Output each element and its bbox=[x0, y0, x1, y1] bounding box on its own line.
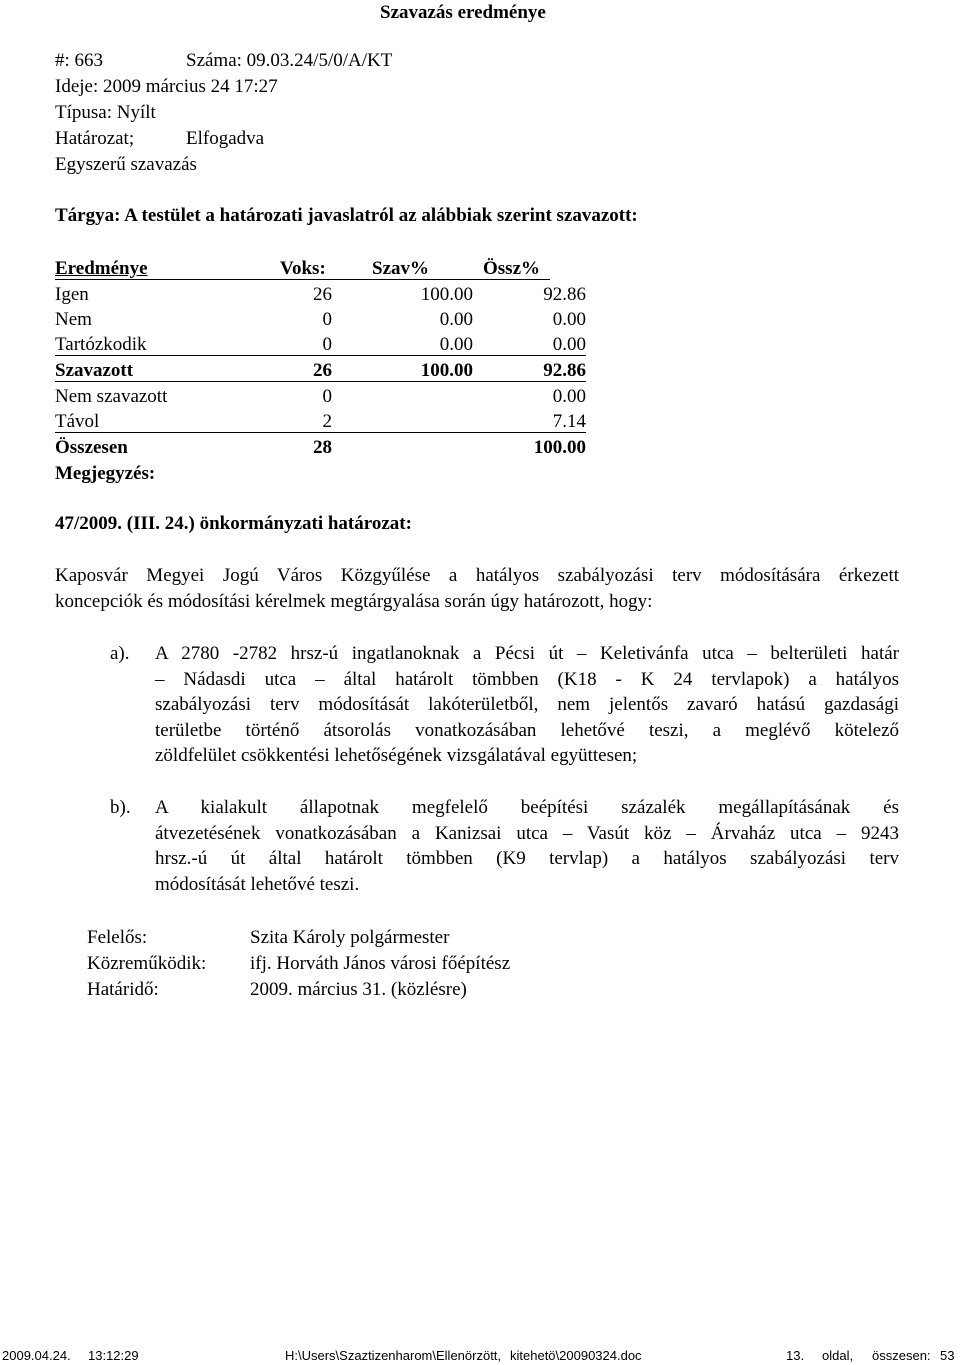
header-ossz: Össz% bbox=[483, 258, 540, 279]
item-b-text bbox=[155, 795, 899, 897]
vote-kind: Egyszerű szavazás bbox=[55, 154, 197, 175]
deadline-value: 2009. március 31. (közlésre) bbox=[250, 979, 467, 1000]
row-voks: 0 bbox=[322, 309, 332, 330]
page-title: Szavazás eredménye bbox=[380, 2, 546, 23]
row-label: Tartózkodik bbox=[55, 334, 147, 355]
responsible-label: Felelős: bbox=[87, 927, 148, 948]
row-voks: 2 bbox=[322, 411, 332, 432]
item-b-line: átvezetésének vonatkozásában a Kanizsai utca – Vasút köz – Árvaház utca – 9243 bbox=[155, 822, 899, 844]
row-ossz: 7.14 bbox=[552, 411, 586, 432]
item-a-line: szabályozási terv módosítását lakóterületből, nem jelentős zavaró hatású gazdasági bbox=[155, 694, 899, 715]
footer-time: 13:12:29 bbox=[88, 1348, 139, 1363]
doc-number: Száma: 09.03.24/5/0/A/KT bbox=[186, 50, 393, 71]
item-a-line: A 2780 -2782 hrsz-ú ingatlanoknak a Pécsi út – Keletivánfa utca – belterületi határ bbox=[155, 643, 899, 664]
row-ossz: 92.86 bbox=[543, 360, 586, 381]
row-szav: 0.00 bbox=[439, 309, 473, 330]
footer-path: H:\Users\Szaztizenharom\Ellenörzött, bbox=[285, 1348, 502, 1363]
decision-label: Határozat; bbox=[55, 128, 135, 149]
row-voks: 0 bbox=[322, 386, 332, 407]
footer-file: kitehetö\20090324.doc bbox=[510, 1348, 642, 1363]
row-label: Összesen bbox=[55, 437, 128, 458]
cooperating-label: Közreműködik: bbox=[87, 953, 207, 974]
cooperating-value: ifj. Horváth János városi főépítész bbox=[250, 953, 511, 974]
header-szav: Szav% bbox=[372, 258, 429, 279]
row-underline bbox=[55, 432, 586, 433]
row-underline bbox=[55, 381, 586, 382]
row-ossz: 0.00 bbox=[552, 386, 586, 407]
footer-total: 53 bbox=[940, 1348, 955, 1363]
item-a-line: zöldfelület csökkentési lehetőségének vizsgálatával együttesen; bbox=[155, 745, 638, 766]
row-voks: 26 bbox=[313, 284, 332, 305]
row-ossz: 0.00 bbox=[552, 309, 586, 330]
footer-page: 13. bbox=[786, 1348, 805, 1363]
row-voks: 0 bbox=[322, 334, 332, 355]
row-szav: 100.00 bbox=[420, 284, 473, 305]
row-label: Távol bbox=[55, 411, 100, 432]
resolution-intro bbox=[55, 563, 899, 614]
note-label: Megjegyzés: bbox=[55, 463, 156, 484]
item-b-line: módosítását lehetővé teszi. bbox=[155, 873, 360, 895]
header-result: Eredménye bbox=[55, 258, 148, 279]
row-ossz: 0.00 bbox=[552, 334, 586, 355]
vote-time: Ideje: 2009 március 24 17:27 bbox=[55, 76, 278, 97]
intro-line: koncepciók és módosítási kérelmek megtárgyalása során úgy határozott, hogy: bbox=[55, 590, 653, 612]
vote-number: #: 663 bbox=[55, 50, 104, 71]
subject-line: Tárgya: A testület a határozati javaslatról az alábbiak szerint szavazott: bbox=[55, 205, 638, 226]
footer-page-word: oldal, bbox=[822, 1348, 854, 1363]
row-label: Nem bbox=[55, 309, 92, 330]
item-a-label: a). bbox=[110, 643, 130, 664]
resolution-title: 47/2009. (III. 24.) önkormányzati határozat: bbox=[55, 513, 412, 534]
intro-line: Kaposvár Megyei Jogú Város Közgyűlése a hatályos szabályozási terv módosítására érkezett bbox=[55, 565, 899, 586]
vote-type: Típusa: Nyílt bbox=[55, 102, 156, 123]
item-a-line: területbe történő átsorolás vonatkozásában lehetővé teszi, a meglévő kötelező bbox=[155, 719, 899, 741]
row-underline bbox=[55, 355, 586, 356]
row-voks: 26 bbox=[313, 360, 332, 381]
item-b-line: hrsz.-ú út által határolt tömbben (K9 tervlap) a hatályos szabályozási terv bbox=[155, 848, 899, 869]
row-label: Igen bbox=[55, 284, 89, 305]
item-a-text bbox=[155, 641, 899, 769]
row-ossz: 100.00 bbox=[533, 437, 586, 458]
footer-date: 2009.04.24. bbox=[2, 1348, 71, 1363]
row-label: Nem szavazott bbox=[55, 386, 168, 407]
row-szav: 100.00 bbox=[420, 360, 473, 381]
deadline-label: Határidő: bbox=[87, 979, 159, 1000]
row-szav: 0.00 bbox=[439, 334, 473, 355]
item-b-label: b). bbox=[110, 797, 131, 818]
row-ossz: 92.86 bbox=[543, 284, 586, 305]
item-b-line: A kialakult állapotnak megfelelő beépítési százalék megállapításának és bbox=[155, 797, 899, 818]
row-label: Szavazott bbox=[55, 360, 134, 381]
row-voks: 28 bbox=[313, 437, 332, 458]
header-voks: Voks: bbox=[280, 258, 326, 279]
responsible-value: Szita Károly polgármester bbox=[250, 927, 450, 948]
footer-total-label: összesen: bbox=[872, 1348, 931, 1363]
item-a-line: – Nádasdi utca – által határolt tömbben (K18 - K 24 tervlapok) a hatályos bbox=[155, 668, 899, 690]
decision-value: Elfogadva bbox=[186, 128, 265, 149]
